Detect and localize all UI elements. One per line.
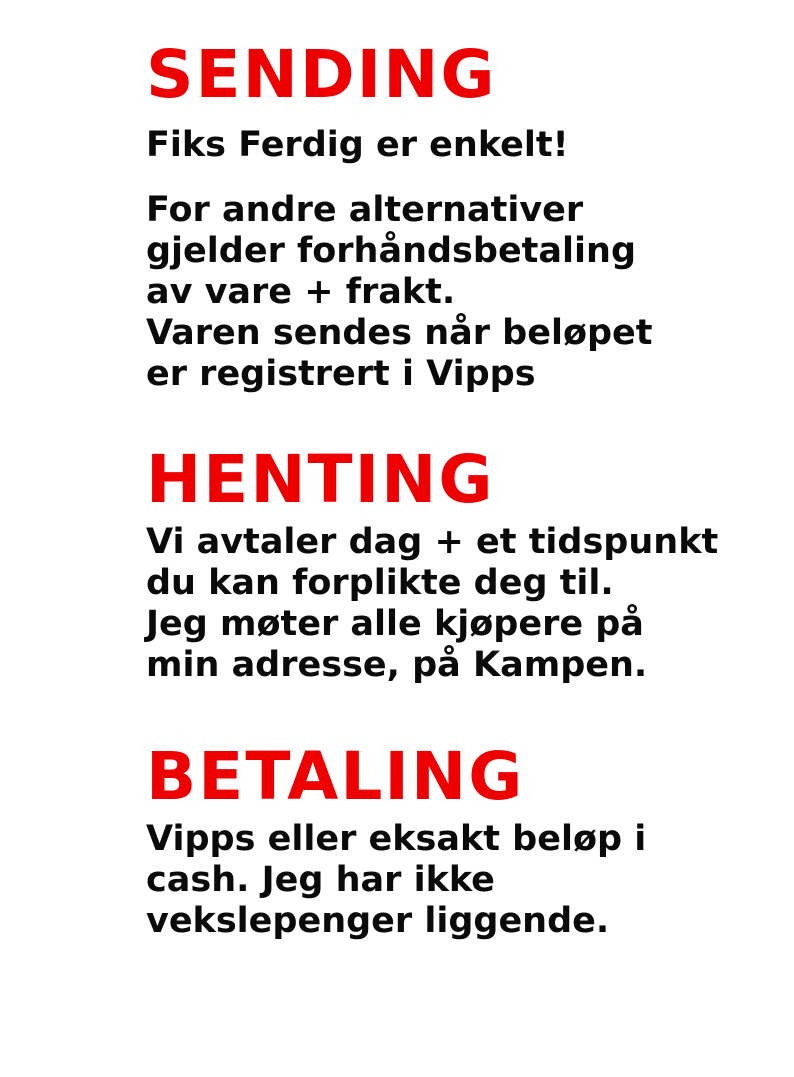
text-line: gjelder forhåndsbetaling — [146, 231, 636, 271]
text-line: Varen sendes når beløpet — [146, 313, 653, 353]
sending-body-paragraph — [146, 190, 774, 395]
section-heading-betaling: BETALING — [146, 738, 525, 815]
betaling-body-paragraph — [146, 819, 774, 942]
text-line: Vi avtaler dag + et tidspunkt — [146, 522, 719, 562]
text-line: Vipps eller eksakt beløp i — [146, 819, 647, 859]
section-heading-henting: HENTING — [146, 441, 495, 518]
text-line: cash. Jeg har ikke — [146, 860, 495, 900]
text-line: vekslepenger liggende. — [146, 901, 610, 941]
text-line: Fiks Ferdig er enkelt! — [146, 125, 569, 165]
text-line: For andre alternativer — [146, 190, 584, 230]
text-line: av vare + frakt. — [146, 272, 456, 312]
henting-body-paragraph — [146, 522, 774, 686]
section-betaling — [146, 738, 774, 942]
text-line: er registrert i Vipps — [146, 354, 536, 394]
text-line: du kan forplikte deg til. — [146, 563, 614, 603]
text-line: Jeg møter alle kjøpere på — [146, 604, 644, 644]
sending-intro-paragraph — [146, 125, 774, 166]
text-line: min adresse, på Kampen. — [146, 645, 648, 685]
section-heading-sending: SENDING — [146, 36, 497, 113]
section-sending — [146, 36, 774, 395]
section-henting — [146, 441, 774, 686]
